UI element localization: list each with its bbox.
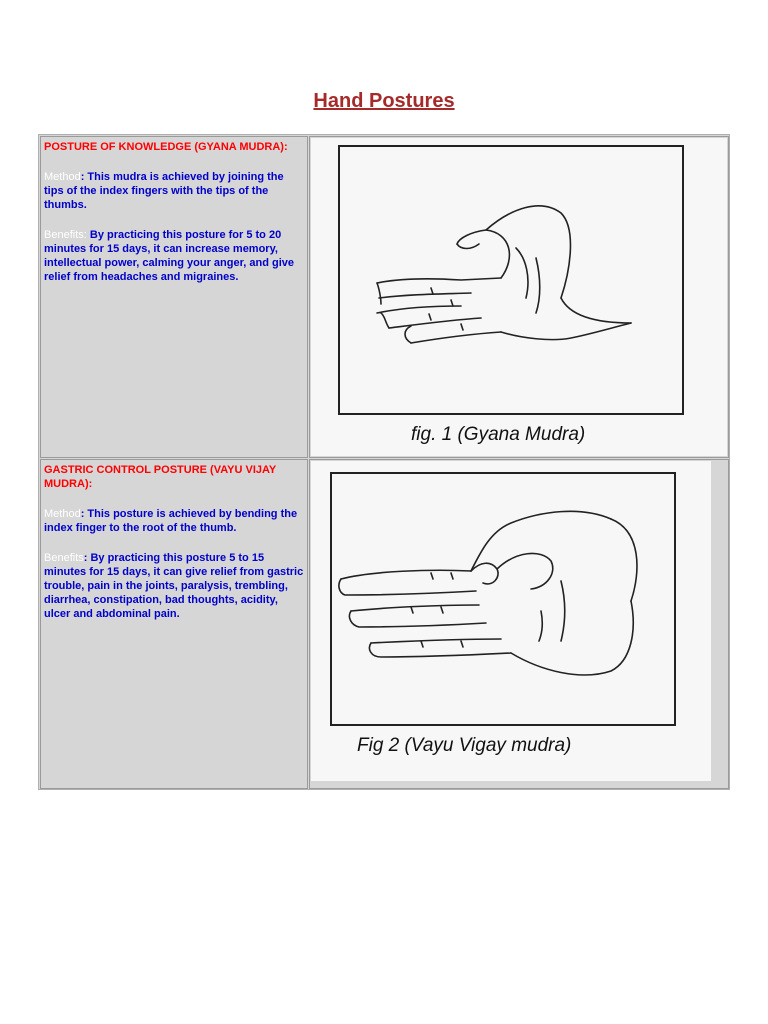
posture-1-caption: fig. 1 (Gyana Mudra) <box>411 424 586 445</box>
posture-2-heading: GASTRIC CONTROL POSTURE (VAYU VIJAY MUDRA): <box>44 464 277 490</box>
posture-1-benefits-label: Benefits: <box>44 229 87 241</box>
posture-2-text-cell <box>40 459 308 789</box>
posture-2-method-label: Method <box>44 508 81 520</box>
posture-1-method-text: : This mudra is achieved by joining the tips of the index fingers with the tips of the thumbs. <box>44 171 284 211</box>
vayu-mudra-hand-illustration <box>311 461 711 781</box>
posture-1-method-label: Method <box>44 171 81 183</box>
posture-2-benefits-text: : By practicing this posture 5 to 15 minutes for 15 days, it can give relief from gastric trouble, pain in the joints, paralysis, trembling, diarrhea, constipation, bad thoughts, acidity, ulcer and abdominal pain. <box>44 552 304 620</box>
posture-2-method <box>44 507 304 535</box>
vayu-mudra-figure <box>311 461 711 781</box>
posture-1-method <box>44 170 304 212</box>
posture-2-method-text: : This posture is achieved by bending the index finger to the root of the thumb. <box>44 508 298 534</box>
posture-1-benefits <box>44 228 304 284</box>
posture-1-figure-cell <box>309 136 729 458</box>
postures-table <box>38 134 730 790</box>
posture-2-caption: Fig 2 (Vayu Vigay mudra) <box>357 735 572 756</box>
gyana-mudra-hand-illustration <box>311 138 727 456</box>
posture-1-heading: POSTURE OF KNOWLEDGE (GYANA MUDRA): <box>44 141 288 153</box>
gyana-mudra-figure <box>311 138 727 456</box>
posture-1-benefits-text: By practicing this posture for 5 to 20 minutes for 15 days, it can increase memory, intellectual power, calming your anger, and give relief from headaches and migraines. <box>44 229 295 283</box>
posture-2-figure-cell <box>309 459 729 789</box>
posture-2-benefits <box>44 551 304 621</box>
page-title: Hand Postures <box>313 90 455 112</box>
posture-2-benefits-label: Benefits <box>44 552 84 564</box>
page-title-wrap <box>0 90 768 113</box>
posture-1-text-cell <box>40 136 308 458</box>
